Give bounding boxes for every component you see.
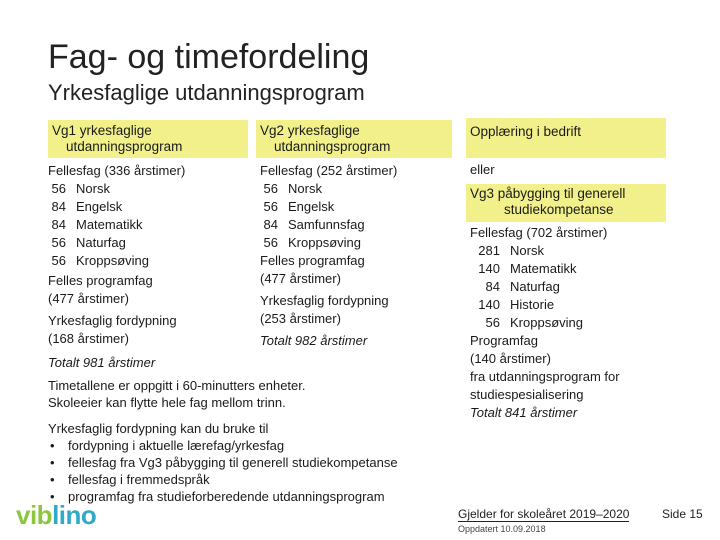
- vg1-fordypning: [48, 312, 248, 348]
- vg3-programfag-line3: fra utdanningsprogram for: [470, 369, 620, 384]
- vg3-header: [466, 184, 666, 222]
- updated-date: Oppdatert 10.09.2018: [458, 524, 546, 534]
- list-item: • fellesfag fra Vg3 påbygging til generell studiekompetanse: [48, 454, 448, 471]
- vg1-total: Totalt 981 årstimer: [48, 355, 156, 370]
- subject-hours: 140: [478, 297, 500, 312]
- logo-part-blue: lino: [52, 500, 97, 530]
- subject-name: Samfunnsfag: [288, 217, 365, 232]
- subject-hours: 56: [263, 181, 278, 196]
- subject-name: Kroppsøving: [510, 315, 583, 330]
- subject-hours: 56: [51, 181, 66, 196]
- list-item: • fellesfag i fremmedspråk: [48, 471, 448, 488]
- subject-hours: 281: [478, 243, 500, 258]
- vg3-fellesfag-title: Fellesfag (702 årstimer): [470, 225, 608, 240]
- vg3-header-line2: studiekompetanse: [504, 202, 614, 217]
- bedrift-header: [466, 118, 666, 158]
- subject-name: Norsk: [510, 243, 544, 258]
- vilbli-logo: [16, 500, 96, 531]
- vg2-programfag-line1: Felles programfag: [260, 253, 365, 268]
- subject-row: [470, 278, 670, 296]
- vg3-programfag-line1: Programfag: [470, 333, 538, 348]
- subject-row: [48, 198, 248, 216]
- vg2-subject-list: [260, 180, 456, 252]
- hours-note-line1: Timetallene er oppgitt i 60-minutters enheter.: [48, 378, 306, 393]
- subject-name: Norsk: [76, 181, 110, 196]
- vg2-fordypning: [260, 292, 456, 328]
- subject-hours: 84: [263, 217, 278, 232]
- vg3-column: [470, 224, 670, 422]
- vg3-header-line1: Vg3 påbygging til generell: [470, 186, 626, 201]
- vg2-header-line2: utdanningsprogram: [274, 139, 391, 154]
- subject-hours: 56: [51, 253, 66, 268]
- vg1-header-line2: utdanningsprogram: [66, 139, 183, 154]
- subject-name: Naturfag: [510, 279, 560, 294]
- vg1-header-line1: Vg1 yrkesfaglige: [52, 123, 152, 138]
- list-item: • programfag fra studieforberedende utdanningsprogram: [48, 488, 448, 505]
- vg2-programfag: [260, 252, 456, 288]
- vg1-programfag-line2: (477 årstimer): [48, 291, 129, 306]
- vg1-fordypning-line2: (168 årstimer): [48, 331, 129, 346]
- hours-note-line2: Skoleeier kan flytte hele fag mellom trinn.: [48, 395, 286, 410]
- vg3-total: Totalt 841 årstimer: [470, 405, 578, 420]
- list-item: • fordypning i aktuelle lærefag/yrkesfag: [48, 437, 448, 454]
- hours-note: [48, 377, 448, 411]
- fordypning-bullet-list: [48, 437, 448, 505]
- vg2-header-line1: Vg2 yrkesfaglige: [260, 123, 360, 138]
- subject-hours: 84: [51, 217, 66, 232]
- subject-row: [260, 234, 456, 252]
- subject-row: [260, 216, 456, 234]
- vg1-column: [48, 162, 248, 372]
- subject-row: [470, 260, 670, 278]
- school-year-note: [458, 507, 629, 521]
- subject-row: [48, 234, 248, 252]
- vg3-programfag-line4: studiespesialisering: [470, 387, 584, 402]
- vg3-programfag-line2: (140 årstimer): [470, 351, 551, 366]
- vg2-programfag-line2: (477 årstimer): [260, 271, 341, 286]
- subject-name: Kroppsøving: [288, 235, 361, 250]
- subject-row: [260, 198, 456, 216]
- subject-hours: 56: [485, 315, 500, 330]
- vg2-fordypning-line2: (253 årstimer): [260, 311, 341, 326]
- subject-name: Engelsk: [288, 199, 335, 214]
- vg3-subject-list: [470, 242, 670, 332]
- vg2-fordypning-line1: Yrkesfaglig fordypning: [260, 293, 389, 308]
- vg1-subject-list: [48, 180, 248, 270]
- vg3-programfag: [470, 332, 670, 404]
- subject-row: [48, 180, 248, 198]
- subject-hours: 56: [263, 235, 278, 250]
- vg1-programfag: [48, 272, 248, 308]
- subject-row: [48, 216, 248, 234]
- subject-row: [470, 314, 670, 332]
- bedrift-header-label: Opplæring i bedrift: [470, 124, 582, 139]
- subject-row: [48, 252, 248, 270]
- vg1-programfag-line1: Felles programfag: [48, 273, 153, 288]
- vg1-fellesfag-title: Fellesfag (336 årstimer): [48, 163, 186, 178]
- subject-name: Historie: [510, 297, 555, 312]
- vg2-column: [260, 162, 456, 350]
- bedrift-column: [470, 161, 670, 179]
- fordypning-note-intro: Yrkesfaglig fordypning kan du bruke til: [48, 421, 269, 436]
- school-year-text: Gjelder for skoleåret 2019–2020: [458, 507, 630, 521]
- subject-name: Kroppsøving: [76, 253, 149, 268]
- subject-name: Norsk: [288, 181, 322, 196]
- subject-name: Matematikk: [510, 261, 577, 276]
- subject-row: [470, 296, 670, 314]
- page-number: Side 15: [662, 507, 703, 521]
- subject-hours: 84: [485, 279, 500, 294]
- fordypning-note: [48, 420, 448, 505]
- subject-hours: 56: [51, 235, 66, 250]
- slide-title: Fag- og timefordeling: [48, 38, 370, 76]
- subject-hours: 84: [51, 199, 66, 214]
- subject-hours: 140: [478, 261, 500, 276]
- subject-name: Matematikk: [76, 217, 143, 232]
- vg2-fellesfag-title: Fellesfag (252 årstimer): [260, 163, 398, 178]
- subject-name: Engelsk: [76, 199, 123, 214]
- vg2-total: Totalt 982 årstimer: [260, 333, 368, 348]
- vg1-fordypning-line1: Yrkesfaglig fordypning: [48, 313, 177, 328]
- logo-part-green: vib: [16, 500, 53, 530]
- subject-row: [260, 180, 456, 198]
- subject-row: [470, 242, 670, 260]
- slide-subtitle: Yrkesfaglige utdanningsprogram: [48, 80, 365, 105]
- subject-name: Naturfag: [76, 235, 126, 250]
- vg2-header: [256, 120, 452, 158]
- eller-label: eller: [470, 162, 495, 177]
- subject-hours: 56: [263, 199, 278, 214]
- vg1-header: [48, 120, 248, 158]
